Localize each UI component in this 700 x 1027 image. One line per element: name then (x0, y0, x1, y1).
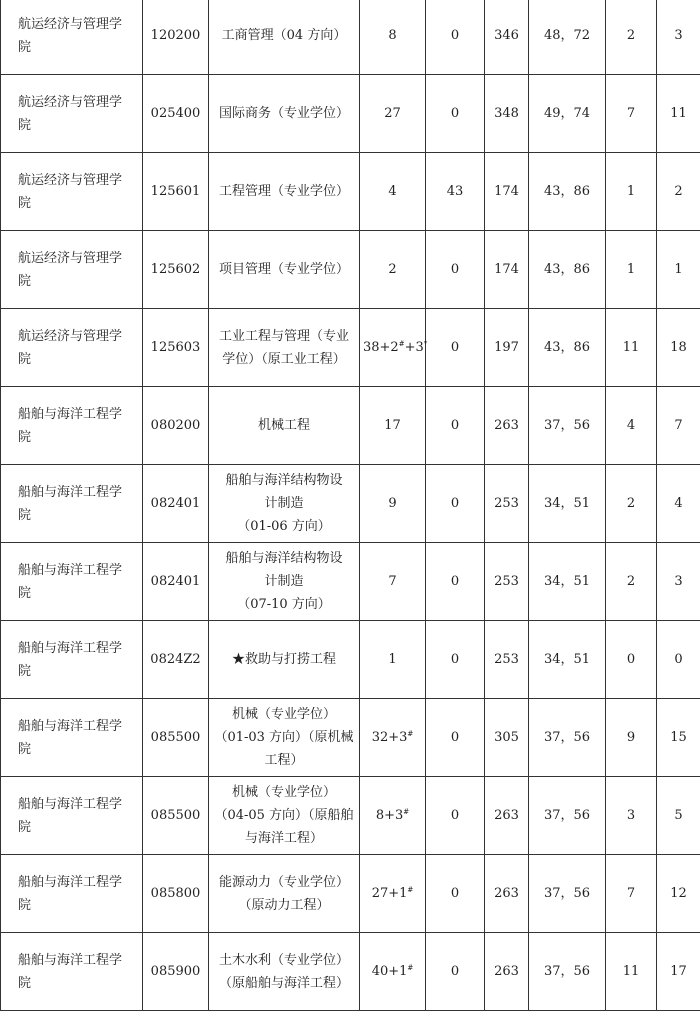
count-cell: 0 (426, 699, 485, 777)
plan-cell: 8+3# (360, 777, 426, 855)
school-cell: 船舶与海洋工程学院 (1, 855, 143, 933)
line-cell: 37，56 (529, 933, 606, 1011)
count-cell: 2 (606, 543, 657, 621)
line-cell: 34，51 (529, 465, 606, 543)
count-cell: 9 (606, 699, 657, 777)
major-cell (209, 231, 360, 309)
count-cell: 0 (426, 0, 485, 75)
code-cell: 125601 (143, 153, 209, 231)
count-cell: 0 (426, 543, 485, 621)
line-cell: 48，72 (529, 0, 606, 75)
score-cell: 263 (485, 855, 529, 933)
school-cell: 航运经济与管理学院 (1, 75, 143, 153)
line-cell: 37，56 (529, 699, 606, 777)
table-row (1, 933, 700, 1011)
plan-cell: 7 (360, 543, 426, 621)
major-line: （原船舶与海洋工程） (218, 975, 349, 991)
major-line: （07-10 方向） (237, 597, 331, 612)
major-line: 工程） (264, 753, 304, 768)
major-cell (209, 387, 360, 465)
count-cell: 1 (606, 153, 657, 231)
score-cell: 253 (485, 465, 529, 543)
table-row (1, 699, 700, 777)
table-body (1, 0, 700, 1011)
major-line: 计制造 (264, 496, 304, 511)
count-cell: 0 (426, 231, 485, 309)
code-cell: 085500 (143, 777, 209, 855)
school-cell: 航运经济与管理学院 (1, 153, 143, 231)
footnote-mark: # (403, 808, 410, 816)
line-cell: 49，74 (529, 75, 606, 153)
count-cell: 2 (606, 0, 657, 75)
count-cell: 3 (657, 0, 700, 75)
score-cell: 174 (485, 153, 529, 231)
table-row (1, 75, 700, 153)
school-cell: 船舶与海洋工程学院 (1, 777, 143, 855)
code-cell: 082401 (143, 465, 209, 543)
score-cell: 253 (485, 543, 529, 621)
code-cell: 0824Z2 (143, 621, 209, 699)
count-cell: 0 (426, 777, 485, 855)
count-cell: 2 (657, 153, 700, 231)
line-cell: 34，51 (529, 543, 606, 621)
code-cell: 085800 (143, 855, 209, 933)
major-line: 船舶与海洋结构物设 (225, 551, 343, 566)
school-cell: 船舶与海洋工程学院 (1, 699, 143, 777)
major-cell (209, 309, 360, 387)
major-cell (209, 153, 360, 231)
count-cell: 43 (426, 153, 485, 231)
count-cell: 1 (606, 231, 657, 309)
count-cell: 11 (606, 309, 657, 387)
footnote-mark: * (423, 340, 428, 348)
count-cell: 12 (657, 855, 700, 933)
major-line: 能源动力（专业学位） (218, 874, 349, 890)
count-cell: 0 (426, 75, 485, 153)
score-cell: 305 (485, 699, 529, 777)
count-cell: 3 (606, 777, 657, 855)
count-cell: 0 (426, 309, 485, 387)
count-cell: 4 (606, 387, 657, 465)
table-row (1, 855, 700, 933)
major-cell (209, 855, 360, 933)
line-cell: 43，86 (529, 153, 606, 231)
count-cell: 11 (606, 933, 657, 1011)
count-cell: 0 (426, 387, 485, 465)
plan-cell: 32+3# (360, 699, 426, 777)
major-line: 计制造 (264, 574, 304, 589)
count-cell: 5 (657, 777, 700, 855)
footnote-mark: # (407, 730, 414, 738)
count-cell: 0 (606, 621, 657, 699)
major-cell (209, 0, 360, 75)
count-cell: 0 (657, 621, 700, 699)
score-cell: 197 (485, 309, 529, 387)
major-line: 学位）（原工业工程） (222, 351, 346, 367)
table-row (1, 465, 700, 543)
school-cell: 船舶与海洋工程学院 (1, 621, 143, 699)
major-line: （01-03 方向）（原机械 (214, 730, 354, 745)
score-cell: 263 (485, 387, 529, 465)
code-cell: 125603 (143, 309, 209, 387)
code-cell: 085900 (143, 933, 209, 1011)
count-cell: 0 (426, 933, 485, 1011)
count-cell: 7 (606, 855, 657, 933)
code-cell: 080200 (143, 387, 209, 465)
plan-cell: 40+1# (360, 933, 426, 1011)
code-cell: 125602 (143, 231, 209, 309)
code-cell: 025400 (143, 75, 209, 153)
count-cell: 7 (606, 75, 657, 153)
major-line: 工程管理（专业学位） (218, 184, 349, 199)
table-row (1, 777, 700, 855)
major-line: ★救助与打捞工程 (231, 652, 336, 667)
major-cell (209, 75, 360, 153)
count-cell: 15 (657, 699, 700, 777)
school-cell: 船舶与海洋工程学院 (1, 387, 143, 465)
table-row (1, 309, 700, 387)
major-line: 项目管理（专业学位） (218, 262, 349, 277)
code-cell: 085500 (143, 699, 209, 777)
line-cell: 37，56 (529, 777, 606, 855)
plan-cell: 27 (360, 75, 426, 153)
line-cell: 37，56 (529, 855, 606, 933)
major-line: 机械工程 (257, 418, 310, 433)
table-row (1, 153, 700, 231)
count-cell: 0 (426, 621, 485, 699)
major-line: 土木水利（专业学位） (218, 952, 349, 968)
line-cell: 43，86 (529, 309, 606, 387)
major-line: （01-06 方向） (237, 519, 331, 534)
line-cell: 37，56 (529, 387, 606, 465)
table-row (1, 387, 700, 465)
count-cell: 3 (657, 543, 700, 621)
major-cell (209, 777, 360, 855)
count-cell: 7 (657, 387, 700, 465)
plan-cell: 38+2#+3* (360, 309, 426, 387)
major-cell (209, 621, 360, 699)
line-cell: 43，86 (529, 231, 606, 309)
line-cell: 34，51 (529, 621, 606, 699)
major-cell (209, 543, 360, 621)
score-cell: 348 (485, 75, 529, 153)
school-cell: 船舶与海洋工程学院 (1, 465, 143, 543)
code-cell: 082401 (143, 543, 209, 621)
school-cell: 船舶与海洋工程学院 (1, 933, 143, 1011)
major-line: 工商管理（04 方向） (221, 28, 347, 43)
score-cell: 174 (485, 231, 529, 309)
footnote-mark: # (398, 340, 405, 348)
count-cell: 17 (657, 933, 700, 1011)
code-cell: 120200 (143, 0, 209, 75)
plan-cell: 8 (360, 0, 426, 75)
school-cell: 船舶与海洋工程学院 (1, 543, 143, 621)
score-cell: 263 (485, 777, 529, 855)
plan-cell: 2 (360, 231, 426, 309)
count-cell: 18 (657, 309, 700, 387)
count-cell: 4 (657, 465, 700, 543)
school-cell: 航运经济与管理学院 (1, 231, 143, 309)
major-line: （原动力工程） (238, 897, 330, 913)
major-cell (209, 933, 360, 1011)
plan-cell: 27+1# (360, 855, 426, 933)
score-cell: 263 (485, 933, 529, 1011)
count-cell: 1 (657, 231, 700, 309)
major-line: 工业工程与管理（专业 (218, 328, 349, 344)
major-cell (209, 699, 360, 777)
plan-cell: 9 (360, 465, 426, 543)
table-row (1, 543, 700, 621)
table-row (1, 231, 700, 309)
table-row (1, 0, 700, 75)
footnote-mark: # (407, 886, 414, 894)
count-cell: 11 (657, 75, 700, 153)
plan-cell: 4 (360, 153, 426, 231)
count-cell: 0 (426, 855, 485, 933)
major-line: 与海洋工程） (244, 831, 323, 846)
major-line: 国际商务（专业学位） (218, 106, 349, 121)
major-line: （04-05 方向）（原船舶 (214, 808, 354, 823)
plan-cell: 17 (360, 387, 426, 465)
major-cell (209, 465, 360, 543)
plan-cell: 1 (360, 621, 426, 699)
school-cell: 航运经济与管理学院 (1, 0, 143, 75)
score-cell: 346 (485, 0, 529, 75)
major-line: 机械（专业学位） (231, 785, 336, 800)
score-cell: 253 (485, 621, 529, 699)
school-cell: 航运经济与管理学院 (1, 309, 143, 387)
count-cell: 2 (606, 465, 657, 543)
table-row (1, 621, 700, 699)
footnote-mark: # (407, 964, 414, 972)
major-line: 船舶与海洋结构物设 (225, 473, 343, 488)
major-line: 机械（专业学位） (231, 707, 336, 722)
count-cell: 0 (426, 465, 485, 543)
